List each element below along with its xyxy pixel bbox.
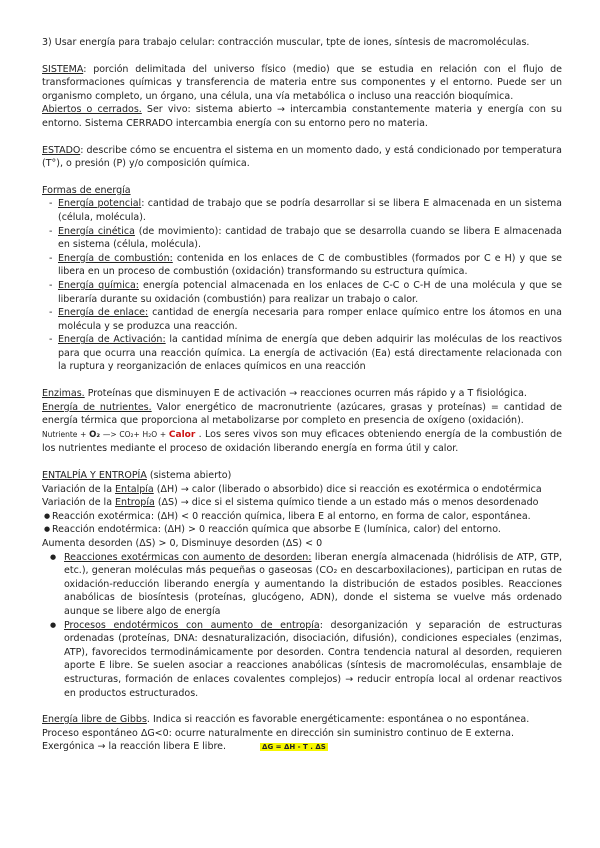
atp-line: 3) Usar energía para trabajo celular: contracción muscular, tpte de iones, síntesis de macromoléculas. [42, 37, 530, 48]
list-item [42, 619, 562, 701]
formas-term: Energía potencial [58, 198, 142, 210]
gibbs-exergonic-text: Exergónica → la reacción libera E libre. [42, 741, 227, 753]
entropy-process-list [42, 551, 562, 701]
formas-text: contenida en los enlaces de C de combustibles (formados por C e H) y que se libera en un proceso de combustión (oxidación) transformando su estructura química. [58, 252, 562, 278]
list-item [42, 306, 562, 333]
list-item: ● Reacción endotérmica: (ΔH) > 0 reacción química que absorbe E (lumínica, calor) del entorno. [42, 523, 562, 537]
formas-text: energía potencial almacenada en los enlaces de C-C o C-H de una molécula y que se liberaría durante su oxidación (combustión) para realizar un trabajo o calor. [58, 279, 562, 305]
process-term: Procesos endotérmicos con aumento de entropía [64, 619, 320, 631]
nutrientes-term: Energía de nutrientes. [42, 401, 152, 413]
list-item [42, 197, 562, 224]
combustion-equation [42, 430, 195, 439]
formas-text: (de movimiento): cantidad de trabajo que se desarrolla cuando se libera E almacenada en sistema (célula, molécula). [58, 225, 562, 251]
sistema-text: : porción delimitada del universo físico (medio) que se estudia en relación con el flujo de transformaciones químicas y transferencia de materia entre sus componentes y el entorno. Puede ser un organismo completo, un órgano, una célula, una vía metabólica o incluso una reacción bioquímica. [42, 63, 562, 102]
entropia-line-post: (ΔS) → dice si el sistema químico tiende a un estado más o menos desordenado [154, 497, 539, 509]
estado-paragraph [42, 144, 562, 171]
formas-text: : cantidad de trabajo que se podría desarrollar si se libera E almacenada en un sistema (célula, molécula). [58, 198, 562, 223]
gibbs-term: Energía libre de Gibbs [42, 714, 147, 726]
abiertos-paragraph [42, 103, 562, 130]
formas-term: Energía de combustión: [58, 252, 173, 264]
aumenta-line: Aumenta desorden (ΔS) > 0, Disminuye desorden (ΔS) < 0 [42, 538, 323, 549]
gibbs-spontaneous-line: Proceso espontáneo ΔG<0: ocurre naturalmente en dirección sin suministro continuo de E externa. [42, 727, 515, 739]
nutrientes-after: . Los seres vivos son muy eficaces obteniendo energía de la combustión de los nutrientes mediante el proceso de oxidación liberando energía en forma útil y calor. [42, 428, 562, 455]
entropia-line-pre: Variación de la [42, 497, 116, 509]
nutrientes-equation-paragraph [42, 428, 562, 456]
entalpia-line-post: (ΔH) → calor (liberado o absorbido) dice si reacción es exotérmica o endotérmica [153, 483, 542, 495]
abiertos-term: Abiertos o cerrados. [42, 104, 142, 116]
gibbs-text: . Indica si reacción es favorable energéticamente: espontánea o no espontánea. [146, 714, 530, 726]
abiertos-text: Ser vivo: sistema abierto → intercambia constantemente materia y energía con su entorno. Sistema CERRADO intercambia energía con su entorno pero no materia. [42, 104, 562, 129]
enzimas-paragraph [42, 387, 562, 401]
gibbs-exergonic-line [42, 740, 562, 755]
reaction-type-list [42, 510, 562, 537]
sistema-term: SISTEMA [42, 63, 84, 75]
process-text: liberan energía almacenada (hidrólisis de ATP, GTP, etc.), generan moléculas más pequeñas o gaseosas (CO₂ en descarboxilaciones), participan en rutas de oxidación-reducción liberando energía y aumentando la distribución de estados posibles. Reacciones anabólicas de biosíntesis (proteínas, glucógeno, ADN), donde el sistema se vuelve más ordenado aunque se libere algo de energía [64, 551, 562, 617]
formas-text: la cantidad mínima de energía que deben adquirir las moléculas de los reactivos para que ocurra una reacción química. La energía de activación (Ea) está directamente relacionada con la ruptura y reorganización de enlaces químicos en una reacción [58, 334, 562, 373]
gibbs-paragraph [42, 713, 562, 727]
eq-oxygen: O₂ [89, 429, 101, 440]
list-item [42, 252, 562, 279]
nutrientes-paragraph [42, 401, 562, 428]
formas-heading: Formas de energía [42, 184, 131, 196]
eq-calor: Calor [168, 429, 196, 440]
formas-term: Energía de Activación: [58, 334, 166, 346]
entalpia-heading-line [42, 469, 562, 483]
nutrientes-text: Valor energético de macronutriente (azúcares, grasas y proteínas) = cantidad de energía térmica que proporciona al metabolizarse por completo en presencia de oxígeno (oxidación). [42, 401, 562, 427]
sistema-paragraph [42, 63, 562, 104]
estado-term: ESTADO [42, 144, 81, 156]
entropia-term: Entropía [115, 497, 155, 509]
formas-term: Energía química: [58, 279, 139, 291]
list-item [42, 279, 562, 306]
entalpia-heading: ENTALPÍA Y ENTROPÍA [42, 470, 147, 482]
entalpia-line-pre: Variación de la [42, 483, 116, 495]
formas-list [42, 197, 562, 374]
entropia-line [42, 496, 562, 510]
formas-term: Energía de enlace: [58, 307, 149, 319]
list-item [42, 551, 562, 619]
enzimas-text: Proteínas que disminuyen E de activación → reacciones ocurren más rápido y a T fisiológica. [84, 388, 527, 400]
list-item [42, 333, 562, 374]
formas-term: Energía cinética [58, 225, 135, 237]
process-text: : desorganización y separación de estructuras ordenadas (proteínas, DNA: desnaturalización, disociación, difusión), condiciones especiales (enzimas, ATP), favorecidos termodinámicamente por desorden. Contra tendencia natural al desorden, requieren aporte E libre. Se suelen asociar a reacciones anabólicas (síntesis de macromoléculas, ensamblaje de estructuras, formación de enlaces covalentes complejos) → reducir entropía local al ordenar reactivos en productos estructurados. [64, 619, 562, 699]
eq-products: —> CO₂+ H₂O + [100, 429, 169, 439]
document-body [42, 36, 562, 755]
list-item: ● Reacción exotérmica: (ΔH) < 0 reacción química, libera E al entorno, en forma de calor, espontánea. [42, 510, 562, 524]
gibbs-formula: ΔG = ΔH - T . ΔS [262, 743, 326, 752]
entalpia-heading-suffix: (sistema abierto) [146, 470, 232, 482]
estado-text: : describe cómo se encuentra el sistema en un momento dado, y está condicionado por temperatura (T°), o presión (P) y/o composición química. [42, 144, 562, 170]
process-term: Reacciones exotérmicas con aumento de desorden: [64, 551, 312, 563]
entalpia-line [42, 483, 562, 497]
entalpia-term: Entalpía [115, 483, 154, 495]
enzimas-term: Enzimas. [42, 388, 85, 400]
formas-text: cantidad de energía necesaria para romper enlace químico entre los átomos en una molécula y se produzca una reacción. [58, 307, 563, 332]
eq-nutriente: Nutriente + [42, 429, 90, 439]
list-item [42, 225, 562, 252]
